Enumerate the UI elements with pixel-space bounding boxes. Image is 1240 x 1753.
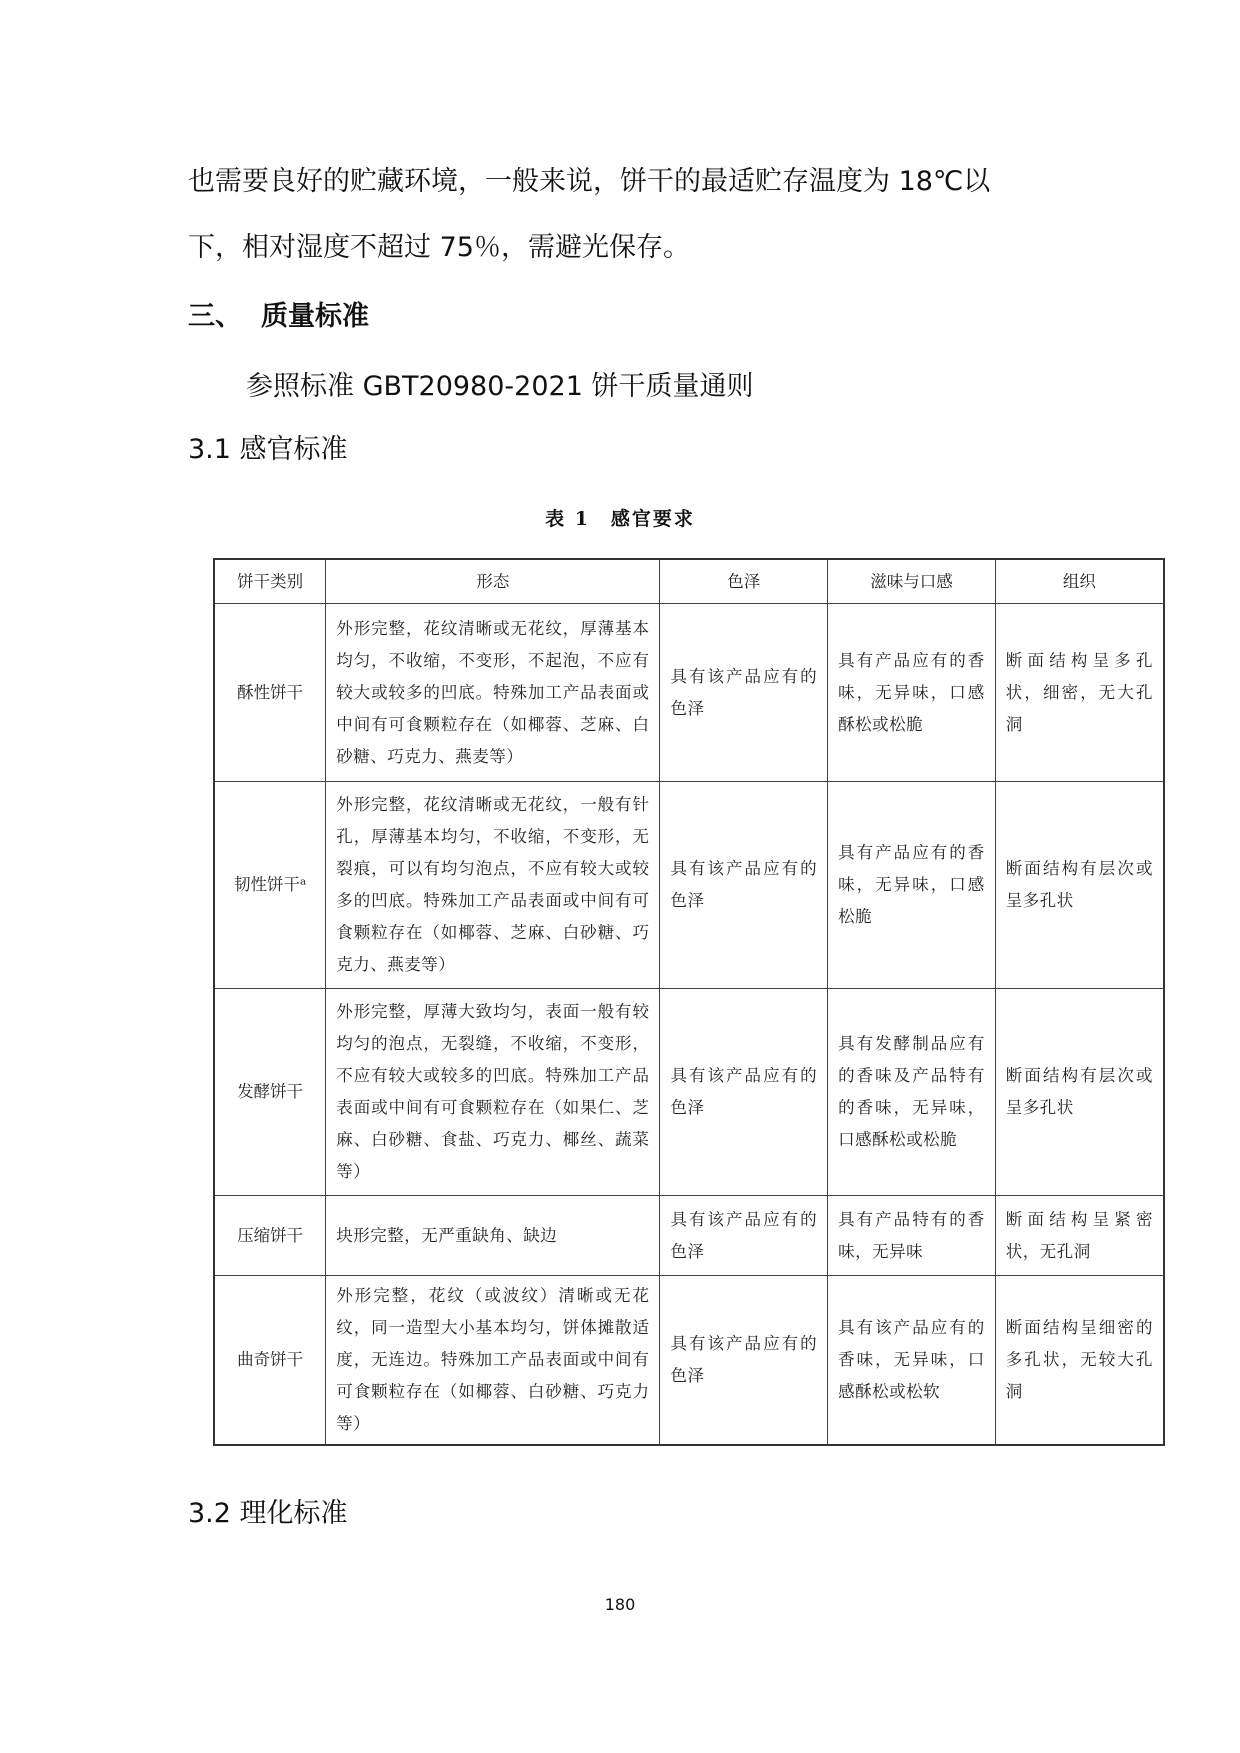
cell-type: 发酵饼干 — [214, 989, 326, 1196]
cell-taste: 具有产品应有的香味，无异味，口感松脆 — [828, 782, 996, 989]
cell-color: 具有该产品应有的色泽 — [660, 1196, 828, 1276]
table-header-row — [214, 559, 1164, 604]
table-row — [214, 604, 1164, 782]
sensory-requirements-table — [213, 558, 1165, 1446]
cell-form: 外形完整，厚薄大致均匀，表面一般有较均匀的泡点，无裂缝，不收缩，不变形，不应有较大或较多的凹底。特殊加工产品表面或中间有可食颗粒存在（如果仁、芝麻、白砂糖、食盐、巧克力、椰丝、蔬菜等） — [326, 989, 660, 1196]
subsection-heading-sensory: 3.1 感官标准 — [188, 434, 348, 465]
cell-texture: 断面结构呈紧密状，无孔洞 — [995, 1196, 1164, 1276]
cell-taste: 具有产品应有的香味，无异味，口感酥松或松脆 — [828, 604, 996, 782]
cell-color: 具有该产品应有的色泽 — [660, 782, 828, 989]
paragraph-line-1: 也需要良好的贮藏环境，一般来说，饼干的最适贮存温度为 18℃以 — [188, 166, 991, 197]
table-row — [214, 782, 1164, 989]
cell-form: 外形完整，花纹清晰或无花纹，厚薄基本均匀，不收缩，不变形，不起泡，不应有较大或较多的凹底。特殊加工产品表面或中间有可食颗粒存在（如椰蓉、芝麻、白砂糖、巧克力、燕麦等） — [326, 604, 660, 782]
section-heading — [188, 297, 369, 337]
cell-form: 外形完整，花纹清晰或无花纹，一般有针孔，厚薄基本均匀，不收缩，不变形，无裂痕，可以有均匀泡点，不应有较大或较多的凹底。特殊加工产品表面或中间有可食颗粒存在（如椰蓉、芝麻、白砂糖、巧克力、燕麦等） — [326, 782, 660, 989]
page-number: 180 — [604, 1595, 636, 1614]
cell-taste: 具有该产品应有的香味，无异味，口感酥松或松软 — [828, 1276, 996, 1446]
cell-texture: 断面结构有层次或呈多孔状 — [995, 782, 1164, 989]
cell-form: 外形完整，花纹（或波纹）清晰或无花纹，同一造型大小基本均匀，饼体摊散适度，无连边。特殊加工产品表面或中间有可食颗粒存在（如椰蓉、白砂糖、巧克力等） — [326, 1276, 660, 1446]
cell-taste: 具有发酵制品应有的香味及产品特有的香味，无异味，口感酥松或松脆 — [828, 989, 996, 1196]
cell-type: 韧性饼干ᵃ — [214, 782, 326, 989]
header-cell-taste: 滋味与口感 — [828, 559, 996, 604]
cell-form: 块形完整，无严重缺角、缺边 — [326, 1196, 660, 1276]
cell-texture: 断面结构呈细密的多孔状，无较大孔洞 — [995, 1276, 1164, 1446]
cell-texture: 断面结构呈多孔状，细密，无大孔洞 — [995, 604, 1164, 782]
section-number: 三、 — [188, 301, 242, 332]
standard-reference: 参照标准 GBT20980-2021 饼干质量通则 — [246, 371, 754, 402]
cell-color: 具有该产品应有的色泽 — [660, 604, 828, 782]
table-row — [214, 1196, 1164, 1276]
cell-taste: 具有产品特有的香味，无异味 — [828, 1196, 996, 1276]
cell-texture: 断面结构有层次或呈多孔状 — [995, 989, 1164, 1196]
paragraph-line-2: 下，相对湿度不超过 75％，需避光保存。 — [188, 232, 690, 263]
cell-type: 曲奇饼干 — [214, 1276, 326, 1446]
header-cell-category: 饼干类别 — [214, 559, 326, 604]
header-cell-color: 色泽 — [660, 559, 828, 604]
cell-type: 压缩饼干 — [214, 1196, 326, 1276]
table-row — [214, 1276, 1164, 1446]
table-row — [214, 989, 1164, 1196]
subsection-heading-physicochemical: 3.2 理化标准 — [188, 1498, 348, 1529]
cell-color: 具有该产品应有的色泽 — [660, 1276, 828, 1446]
cell-color: 具有该产品应有的色泽 — [660, 989, 828, 1196]
section-title: 质量标准 — [261, 301, 369, 332]
table-caption: 表 1 感官要求 — [545, 508, 695, 530]
header-cell-texture: 组织 — [995, 559, 1164, 604]
header-cell-form: 形态 — [326, 559, 660, 604]
cell-type: 酥性饼干 — [214, 604, 326, 782]
